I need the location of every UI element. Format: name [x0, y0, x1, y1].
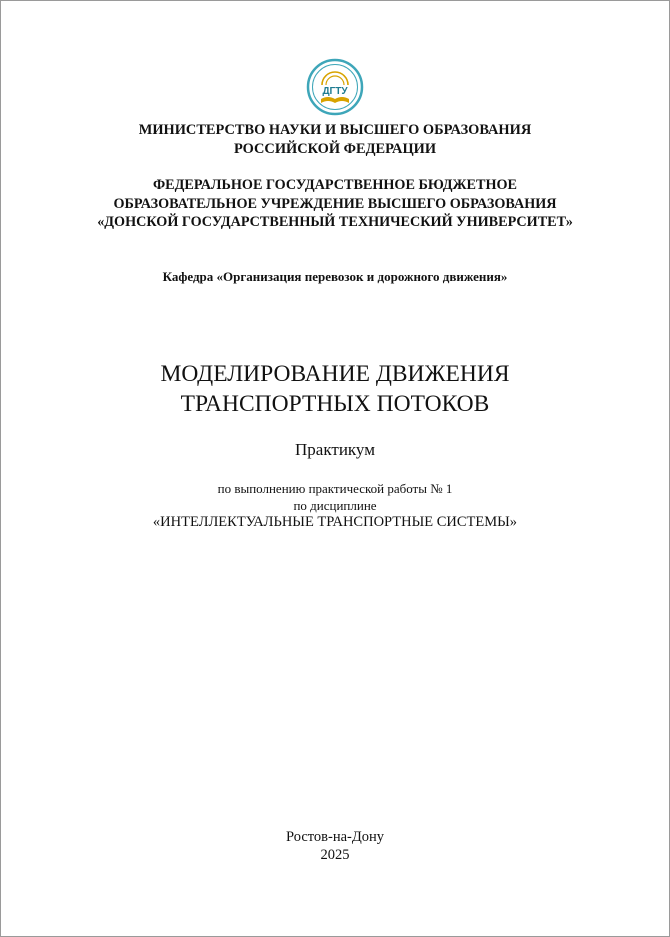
subtitle-line-2: по дисциплине — [293, 498, 377, 513]
city: Ростов-на-Дону — [286, 829, 384, 845]
dstu-emblem-icon — [306, 58, 364, 116]
title-line-2: ТРАНСПОРТНЫХ ПОТОКОВ — [180, 391, 490, 417]
discipline-name: «ИНТЕЛЛЕКТУАЛЬНЫЕ ТРАНСПОРТНЫЕ СИСТЕМЫ» — [152, 514, 518, 530]
university-line-3: «ДОНСКОЙ ГОСУДАРСТВЕННЫЙ ТЕХНИЧЕСКИЙ УНИВЕРСИТЕТ» — [97, 214, 573, 230]
title-line-1: МОДЕЛИРОВАНИЕ ДВИЖЕНИЯ — [160, 361, 510, 387]
year: 2025 — [320, 847, 350, 863]
subtitle-line-1: по выполнению практической работы № 1 — [217, 481, 453, 496]
department-name: Кафедра «Организация перевозок и дорожного движения» — [162, 269, 508, 284]
university-line-1: ФЕДЕРАЛЬНОЕ ГОСУДАРСТВЕННОЕ БЮДЖЕТНОЕ — [152, 177, 518, 193]
logo-text: ДГТУ — [322, 86, 348, 97]
university-line-2: ОБРАЗОВАТЕЛЬНОЕ УЧРЕЖДЕНИЕ ВЫСШЕГО ОБРАЗОВАНИЯ — [113, 196, 557, 212]
ministry-line-1: МИНИСТЕРСТВО НАУКИ И ВЫСШЕГО ОБРАЗОВАНИЯ — [138, 122, 532, 138]
ministry-line-2: РОССИЙСКОЙ ФЕДЕРАЦИИ — [233, 141, 437, 157]
document-type: Практикум — [295, 440, 375, 459]
